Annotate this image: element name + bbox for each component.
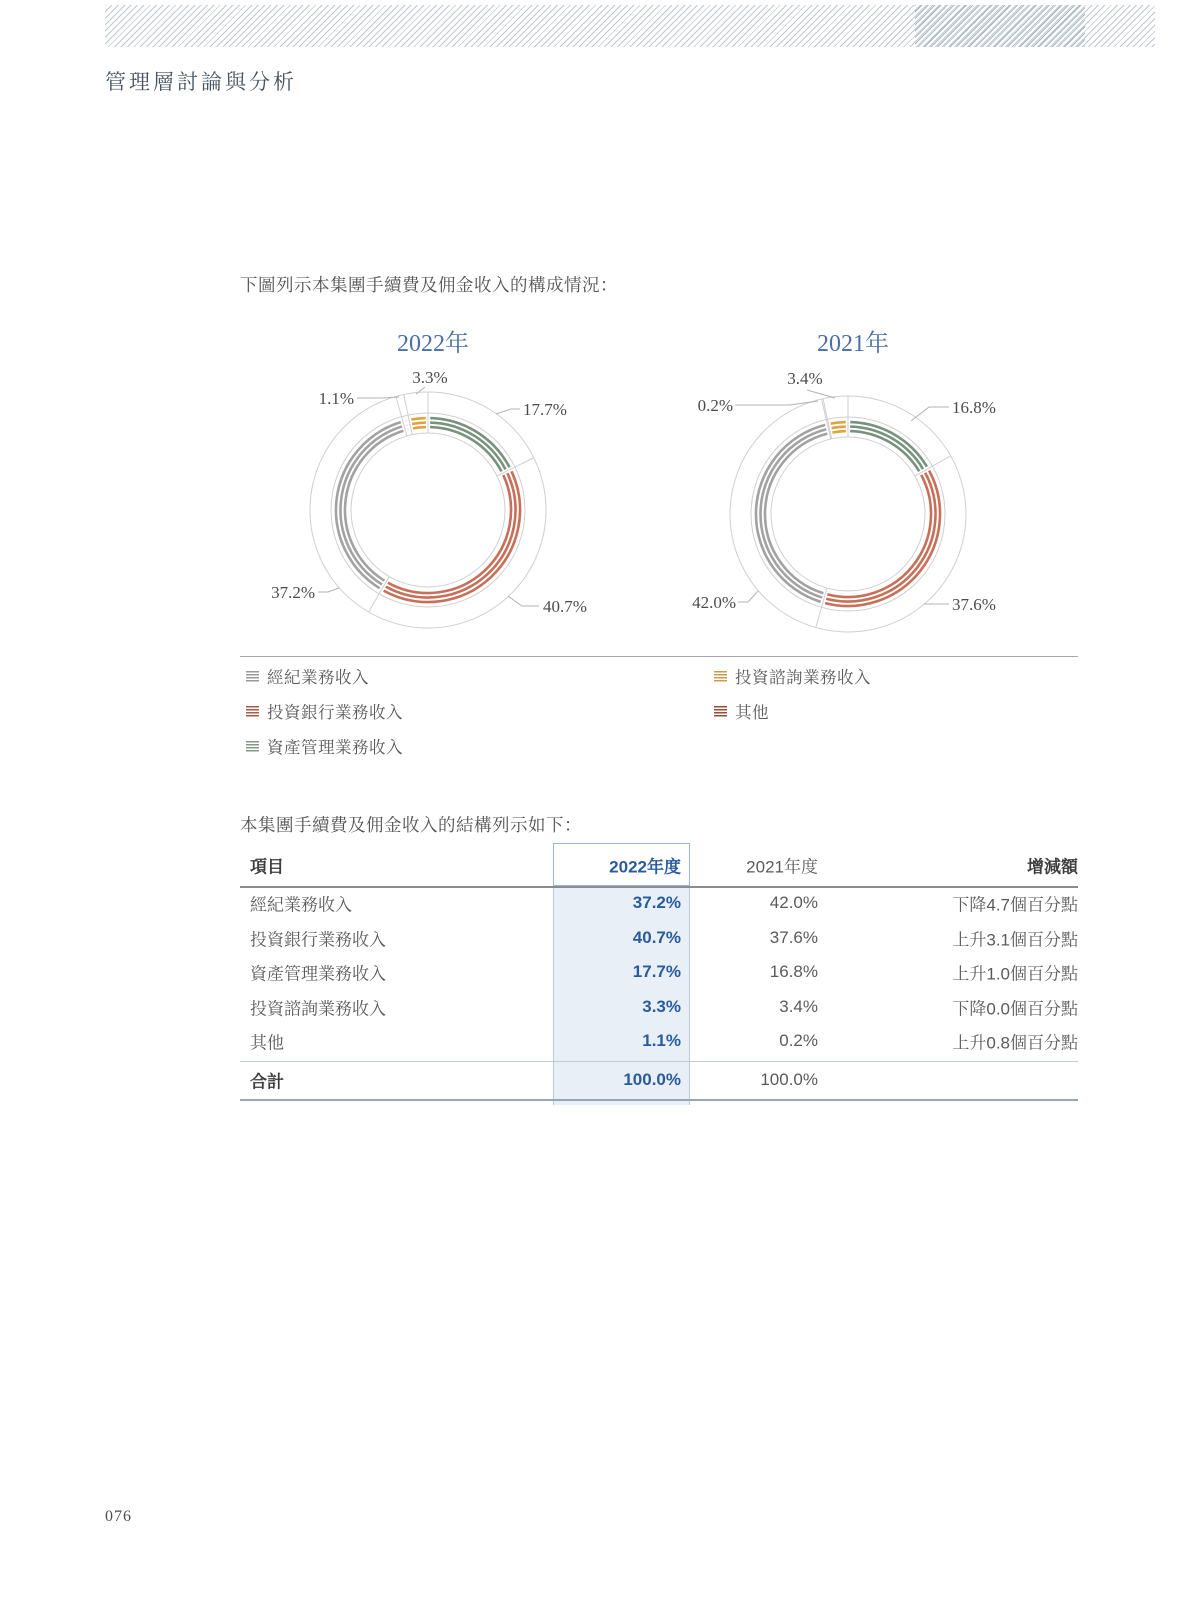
table-row (240, 990, 1078, 1025)
donut-label: 37.6% (952, 595, 996, 614)
row-item: 資產管理業務收入 (250, 964, 386, 984)
total-label: 合計 (250, 1072, 284, 1092)
donut-chart-2022 (268, 358, 598, 658)
row-2021-value: 0.2% (779, 1031, 818, 1051)
total-2021-value: 100.0% (760, 1070, 818, 1089)
donut-label: 3.3% (412, 368, 448, 387)
donut-label: 3.4% (787, 369, 823, 388)
page-number: 076 (105, 1508, 132, 1525)
row-item: 投資諮詢業務收入 (250, 999, 386, 1019)
row-change-value: 下降4.7個百分點 (952, 895, 1078, 915)
stripes-icon (714, 671, 727, 682)
legend-label: 投資銀行業務收入 (267, 704, 403, 722)
legend-item-brokerage (246, 667, 369, 685)
row-change-value: 上升0.8個百分點 (952, 1033, 1078, 1053)
row-item: 經紀業務收入 (250, 895, 352, 915)
table-intro-text: 本集團手續費及佣金收入的結構列示如下： (240, 815, 582, 835)
hatched-banner-dark-section (915, 5, 1085, 47)
table-row (240, 1024, 1078, 1059)
donut-chart-2021 (688, 362, 1018, 662)
donut-label: 40.7% (543, 597, 587, 616)
donut-label: 1.1% (318, 389, 354, 408)
donut-svg-2022 (268, 358, 598, 658)
row-item: 投資銀行業務收入 (250, 930, 386, 950)
row-item: 其他 (250, 1033, 284, 1053)
legend-label: 經紀業務收入 (267, 669, 369, 687)
row-2022-value: 37.2% (632, 893, 681, 913)
table-row (240, 886, 1078, 921)
row-change-value: 上升3.1個百分點 (952, 930, 1078, 950)
table-bottom-rule (240, 1099, 1078, 1101)
total-separator-rule (240, 1061, 1078, 1062)
chart-intro-text: 下圖列示本集團手續費及佣金收入的構成情況： (240, 275, 618, 295)
section-title: 管理層討論與分析 (105, 70, 297, 94)
row-2021-value: 3.4% (779, 996, 818, 1016)
divider-line (240, 656, 1078, 657)
row-2022-value: 1.1% (642, 1031, 681, 1051)
stripes-icon (246, 671, 259, 682)
column-header-2022: 2022年度 (609, 857, 681, 876)
donut-label: 0.2% (697, 396, 733, 415)
row-2022-value: 3.3% (642, 996, 681, 1016)
table-total-row (240, 1061, 1078, 1099)
table-row (240, 921, 1078, 956)
legend-item-advisory (714, 667, 871, 685)
column-header-2021: 2021年度 (746, 857, 818, 876)
total-2022-value: 100.0% (623, 1070, 681, 1089)
row-2022-value: 17.7% (632, 962, 681, 982)
stripes-icon (714, 706, 727, 717)
legend-item-asset-management (246, 737, 403, 755)
donut-label: 37.2% (271, 583, 315, 602)
table-row (240, 955, 1078, 990)
row-2021-value: 16.8% (769, 962, 818, 982)
legend-item-investment-banking (246, 702, 403, 720)
donut-svg-2021 (688, 362, 1018, 662)
legend-label: 其他 (735, 704, 769, 722)
row-2021-value: 37.6% (769, 927, 818, 947)
stripes-icon (246, 741, 259, 752)
row-change-value: 下降0.0個百分點 (952, 999, 1078, 1019)
row-change-value: 上升1.0個百分點 (952, 964, 1078, 984)
table-header-row (240, 843, 1078, 886)
stripes-icon (246, 706, 259, 717)
legend-item-others (714, 702, 769, 720)
row-2021-value: 42.0% (769, 893, 818, 913)
chart-title-2022: 2022年 (397, 331, 469, 357)
fee-income-structure-table (240, 843, 1078, 1115)
donut-label: 17.7% (523, 400, 567, 419)
column-header-item: 項目 (250, 857, 284, 876)
row-2022-value: 40.7% (632, 927, 681, 947)
column-header-change: 增減額 (1027, 857, 1078, 876)
chart-title-2021: 2021年 (817, 331, 889, 357)
legend-label: 資產管理業務收入 (267, 739, 403, 757)
legend-label: 投資諮詢業務收入 (735, 669, 871, 687)
donut-label: 42.0% (692, 593, 736, 612)
donut-label: 16.8% (952, 398, 996, 417)
